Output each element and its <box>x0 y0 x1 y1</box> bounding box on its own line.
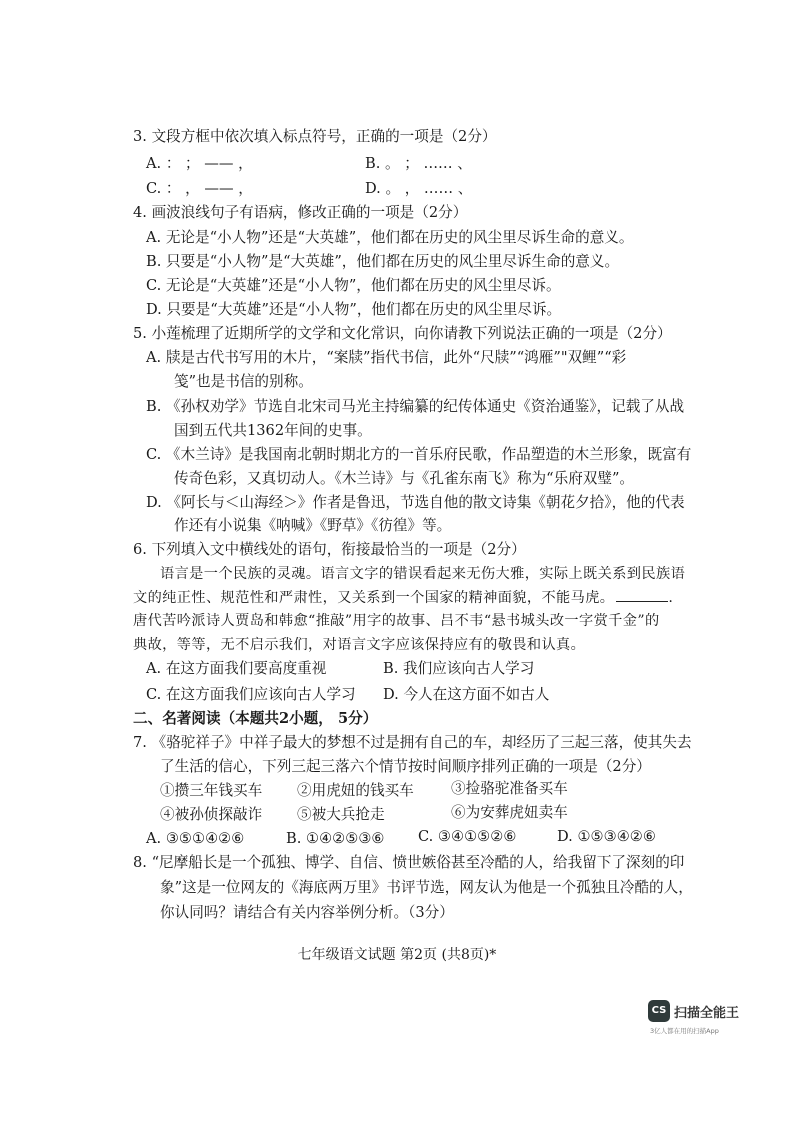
q8-line3: 你认同吗？请结合有关内容举例分析。（3分） <box>160 904 454 921</box>
q7-item-6: ⑥为安葬虎妞卖车 <box>451 804 568 821</box>
q6-passage-line2 <box>133 587 673 608</box>
q5-option-b-line2: 国到五代共1362年间的史事。 <box>174 422 372 439</box>
q6-passage-line3: 唐代苦吟派诗人贾岛和韩愈“推敲”用字的故事、吕不韦“悬书城头改一字赏千金”的 <box>133 613 660 629</box>
q6-passage-line1: 语言是一个民族的灵魂。语言文字的错误看起来无伤大雅，实际上既关系到民族语 <box>160 566 686 582</box>
q4-option-b: B. 只要是“小人物”是“大英雄”，他们都在历史的风尘里尽诉生命的意义。 <box>146 253 620 270</box>
q4-stem: 4. 画波浪线句子有语病，修改正确的一项是（2分） <box>133 204 468 221</box>
q7-item-4: ④被孙侦探敲诈 <box>160 806 263 823</box>
q6-passage-line4: 典故，等等，无不启示我们，对语言文字应该保持应有的敬畏和认真。 <box>133 637 586 653</box>
q3-stem: 3. 文段方框中依次填入标点符号，正确的一项是（2分） <box>133 128 497 145</box>
q7-option-d: D. ①⑤③④②⑥ <box>557 828 656 845</box>
q4-option-c: C. 无论是“大英雄”还是“小人物”，他们都在历史的风尘里尽诉。 <box>146 277 561 294</box>
q7-stem-line2: 了生活的信心，下列三起三落六个情节按时间顺序排列正确的一项是（2分） <box>160 758 651 775</box>
q6-option-a: A. 在这方面我们要高度重视 <box>146 660 327 677</box>
q6-passage-line2-end: . <box>668 590 674 606</box>
q6-fill-blank <box>616 587 668 602</box>
q3-option-b: B. 。 ； …… 、 <box>365 155 472 172</box>
q5-stem: 5. 小莲梳理了近期所学的文学和文化常识，向你请教下列说法正确的一项是（2分） <box>133 325 672 342</box>
q5-option-d-line2: 作还有小说集《呐喊》《野草》《彷徨》等。 <box>174 517 452 534</box>
scanner-watermark <box>648 1000 778 1034</box>
q5-option-d-line1: D. 《阿长与＜山海经＞》作者是鲁迅，节选自他的散文诗集《朝花夕拾》，他的代表 <box>146 494 685 511</box>
q7-item-1: ①攒三年钱买车 <box>160 782 263 799</box>
q5-option-b-line1: B. 《孙权劝学》节选自北宋司马光主持编纂的纪传体通史《资治通鉴》，记载了从战 <box>146 398 685 415</box>
q7-option-a: A. ③⑤①④②⑥ <box>146 830 245 847</box>
q7-item-2: ②用虎妞的钱买车 <box>297 782 414 799</box>
q6-stem: 6. 下列填入文中横线处的语句，衔接最恰当的一项是（2分） <box>133 541 526 558</box>
q6-option-d: D. 今人在这方面不如古人 <box>383 686 550 703</box>
q5-option-c-line1: C. 《木兰诗》是我国南北朝时期北方的一首乐府民歌，作品塑造的木兰形象，既富有 <box>146 446 692 463</box>
q3-option-d: D. 。 ， …… 、 <box>365 180 473 197</box>
q6-option-c: C. 在这方面我们应该向古人学习 <box>146 686 356 703</box>
scanner-app-name: 扫描全能王 <box>674 1006 740 1021</box>
page-footer: 七年级语文试题 第2页 (共8页)* <box>297 947 497 963</box>
section-heading-classics: 二、名著阅读（本题共2小题， 5分） <box>133 710 378 727</box>
q7-stem-line1: 7. 《骆驼祥子》中祥子最大的梦想不过是拥有自己的车，却经历了三起三落，使其失去 <box>133 734 692 751</box>
q7-item-3: ③捡骆驼准备买车 <box>451 780 568 797</box>
q8-line2: 象”这是一位网友的《海底两万里》书评节选，网友认为他是一个孤独且冷酷的人， <box>160 879 693 896</box>
q8-line1: 8. “尼摩船长是一个孤独、博学、自信、愤世嫉俗甚至冷酷的人，给我留下了深刻的印 <box>133 854 685 871</box>
q5-option-c-line2: 传奇色彩，又真切动人。《木兰诗》与《孔雀东南飞》称为“乐府双璧”。 <box>174 470 635 487</box>
scanner-tagline: 3亿人都在用的扫描App <box>650 1027 719 1035</box>
q3-option-c: C. ： ， —— ， <box>146 180 253 197</box>
q5-option-a-line2: 笺”也是书信的别称。 <box>174 373 313 390</box>
scanner-logo-icon: CS <box>648 1000 670 1022</box>
q4-option-a: A. 无论是“小人物”还是“大英雄”，他们都在历史的风尘里尽诉生命的意义。 <box>146 229 634 246</box>
q7-item-5: ⑤被大兵抢走 <box>297 806 385 823</box>
q6-passage-line2-text: 文的纯正性、规范性和严肃性，又关系到一个国家的精神面貌，不能马虎。 <box>133 590 615 606</box>
q7-option-c: C. ③④①⑤②⑥ <box>418 828 517 845</box>
q5-option-a-line1: A. 牍是古代书写用的木片，“案牍”指代书信，此外“尺牍”“鸿雁”"双鲤”“彩 <box>146 349 627 366</box>
q7-option-b: B. ①④②⑤③⑥ <box>286 830 385 847</box>
q4-option-d: D. 只要是“大英雄”还是“小人物”，他们都在历史的风尘里尽诉。 <box>146 301 562 318</box>
q6-option-b: B. 我们应该向古人学习 <box>383 660 535 677</box>
q3-option-a: A. ： ； —— ， <box>146 155 253 172</box>
